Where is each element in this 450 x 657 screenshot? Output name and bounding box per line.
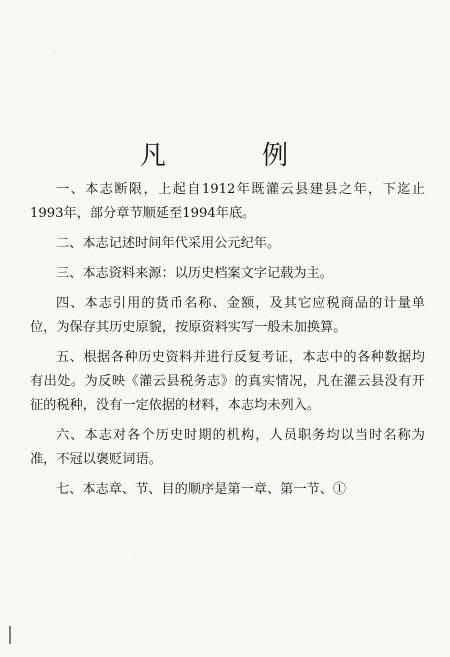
rule-item-5: 五、根据各种历史资料并进行反复考证，本志中的各种数据均有出处。为反映《灌云县税务志》的真实情况，凡在灌云县没有开征的税种，没有一定依据的材料，本志均未列入。 (30, 350, 425, 413)
scan-edge-mark (9, 626, 11, 644)
rule-item-1: 一、本志断限，上起自1912年既灌云县建县之年，下迄止1993年，部分章节顺延至1994年底。 (30, 182, 425, 221)
rule-item-6: 六、本志对各个历史时期的机构，人员职务均以当时名称为准，不冠以褒贬词语。 (30, 428, 425, 467)
rule-item-4: 四、本志引用的货币名称、金额，及其它应税商品的计量单位，为保存其历史原貌，按原资料实写一般未加换算。 (30, 296, 425, 335)
rule-item-3: 三、本志资料来源：以历史档案文字记载为主。 (56, 266, 333, 281)
rule-item-7: 七、本志章、节、目的顺序是第一章、第一节、① (56, 482, 347, 497)
rule-item-2: 二、本志记述时间年代采用公元纪年。 (56, 236, 281, 251)
rules-list (30, 178, 425, 508)
page-title: 凡 例 (139, 141, 333, 172)
